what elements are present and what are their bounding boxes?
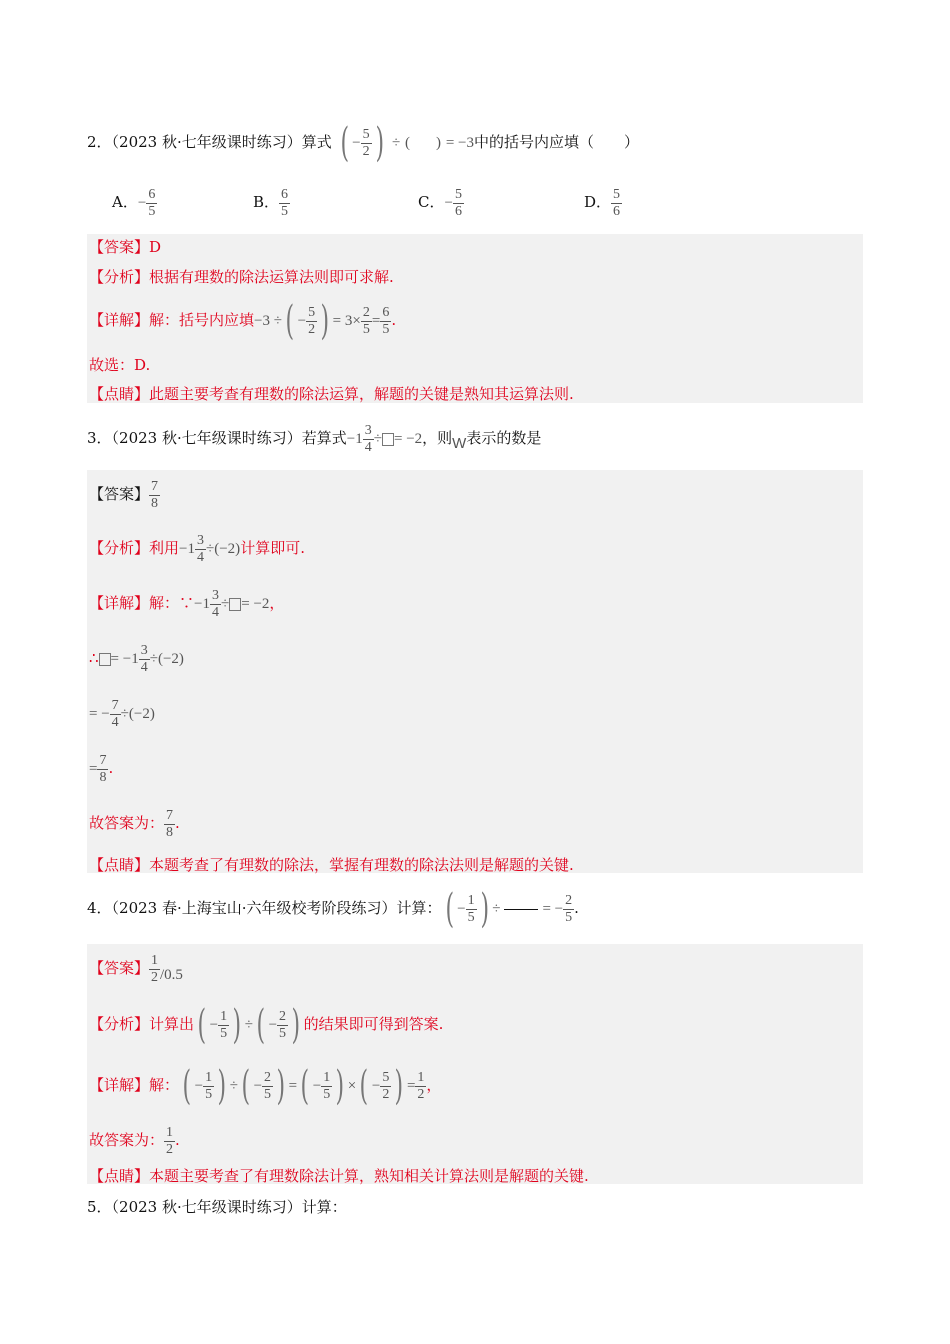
q2-stem-suffix: 中的括号内应填（ ） [474, 133, 640, 151]
q4-final: 故答案为： $\frac{1}{2}$ . [89, 1125, 180, 1157]
q2-paren-close: ) [375, 120, 384, 166]
q3-final: 故答案为： $\frac{7}{8}$ . [89, 808, 180, 840]
q4-analysis: 【分析】计算出( − $\frac{1}{5}$ ) ÷( − $\frac{2}{5}$ ) 的结果即可得到答案. [89, 1002, 444, 1048]
q2-analysis: 【分析】根据有理数的除法运算法则即可求解. [89, 268, 394, 286]
q2-option-a[interactable]: A．− $\frac{6}{5}$ [112, 187, 156, 219]
q4-answer: 【答案】 $\frac{1}{2}$ /0.5 [89, 953, 183, 985]
q2-answer: 【答案】D [89, 238, 162, 256]
q2-detail: 【详解】解：括号内应填−3 ÷( − $\frac{5}{2}$ ) = 3× $\frac{2}{5}$ = $\frac{6}{5}$ . [89, 298, 397, 344]
q4-detail: 【详解】解：( − $\frac{1}{5}$ ) ÷( − $\frac{2}{5}$ ) =( − $\frac{1}{5}$ ) ×( − $\frac{5}{2}$ ) = $\frac{1}{2}$ ， [89, 1063, 442, 1109]
q4-answer-blank[interactable] [504, 909, 538, 910]
q3-step3: = $\frac{7}{8}$ . [89, 753, 114, 785]
q2-source: （2023 秋·七年级课时练习） [111, 133, 302, 151]
q4-stem: 4．（2023 春·上海宝山·六年级校考阶段练习）计算：( − $\frac{1}{5}$ ) ÷ = − $\frac{2}{5}$ . [87, 886, 579, 932]
q3-answer: 【答案】 $\frac{7}{8}$ [89, 479, 159, 511]
q2-option-c[interactable]: C．− $\frac{5}{6}$ [418, 187, 462, 219]
q4-comment: 【点睛】本题主要考查了有理数除法计算，熟知相关计算法则是解题的关键. [89, 1167, 589, 1185]
q2-stem: 2．（2023 秋·七年级课时练习）算式 ( − $\frac{5}{2}$ ) ÷ ( ) = −3中的括号内应填（ ） [87, 120, 640, 166]
q3-step2: = − $\frac{7}{4}$ ÷(−2) [89, 698, 155, 730]
q2-choose: 故选：D. [89, 356, 151, 374]
q2-option-d[interactable]: D． $\frac{5}{6}$ [584, 187, 621, 219]
q2-number: 2． [87, 133, 112, 151]
q2-comment: 【点睛】此题主要考查有理数的除法运算，解题的关键是熟知其运算法则. [89, 385, 574, 403]
q4-solution-box [87, 944, 863, 1184]
q2-paren-open: ( [340, 120, 349, 166]
q3-detail: 【详解】解：∵−1 $\frac{3}{4}$ ÷ = −2， [89, 588, 285, 620]
q5-stem: 5．（2023 秋·七年级课时练习）计算： [87, 1198, 347, 1216]
q2-frac: $\frac{5}{2}$ [362, 127, 370, 159]
q2-stem-prefix: 算式 [301, 133, 332, 151]
q3-stem: 3．（2023 秋·七年级课时练习）若算式−1 $\frac{3}{4}$ ÷ = −2，则W表示的数是 [87, 423, 542, 455]
q3-analysis: 【分析】利用−1 $\frac{3}{4}$ ÷(−2)计算即可. [89, 533, 305, 565]
q2-option-b[interactable]: B． $\frac{6}{5}$ [253, 187, 289, 219]
q3-step1: ∴ = −1 $\frac{3}{4}$ ÷(−2) [89, 643, 184, 675]
q3-comment: 【点睛】本题考查了有理数的除法，掌握有理数的除法法则是解题的关键. [89, 856, 574, 874]
q3-w-symbol: W [452, 435, 467, 452]
